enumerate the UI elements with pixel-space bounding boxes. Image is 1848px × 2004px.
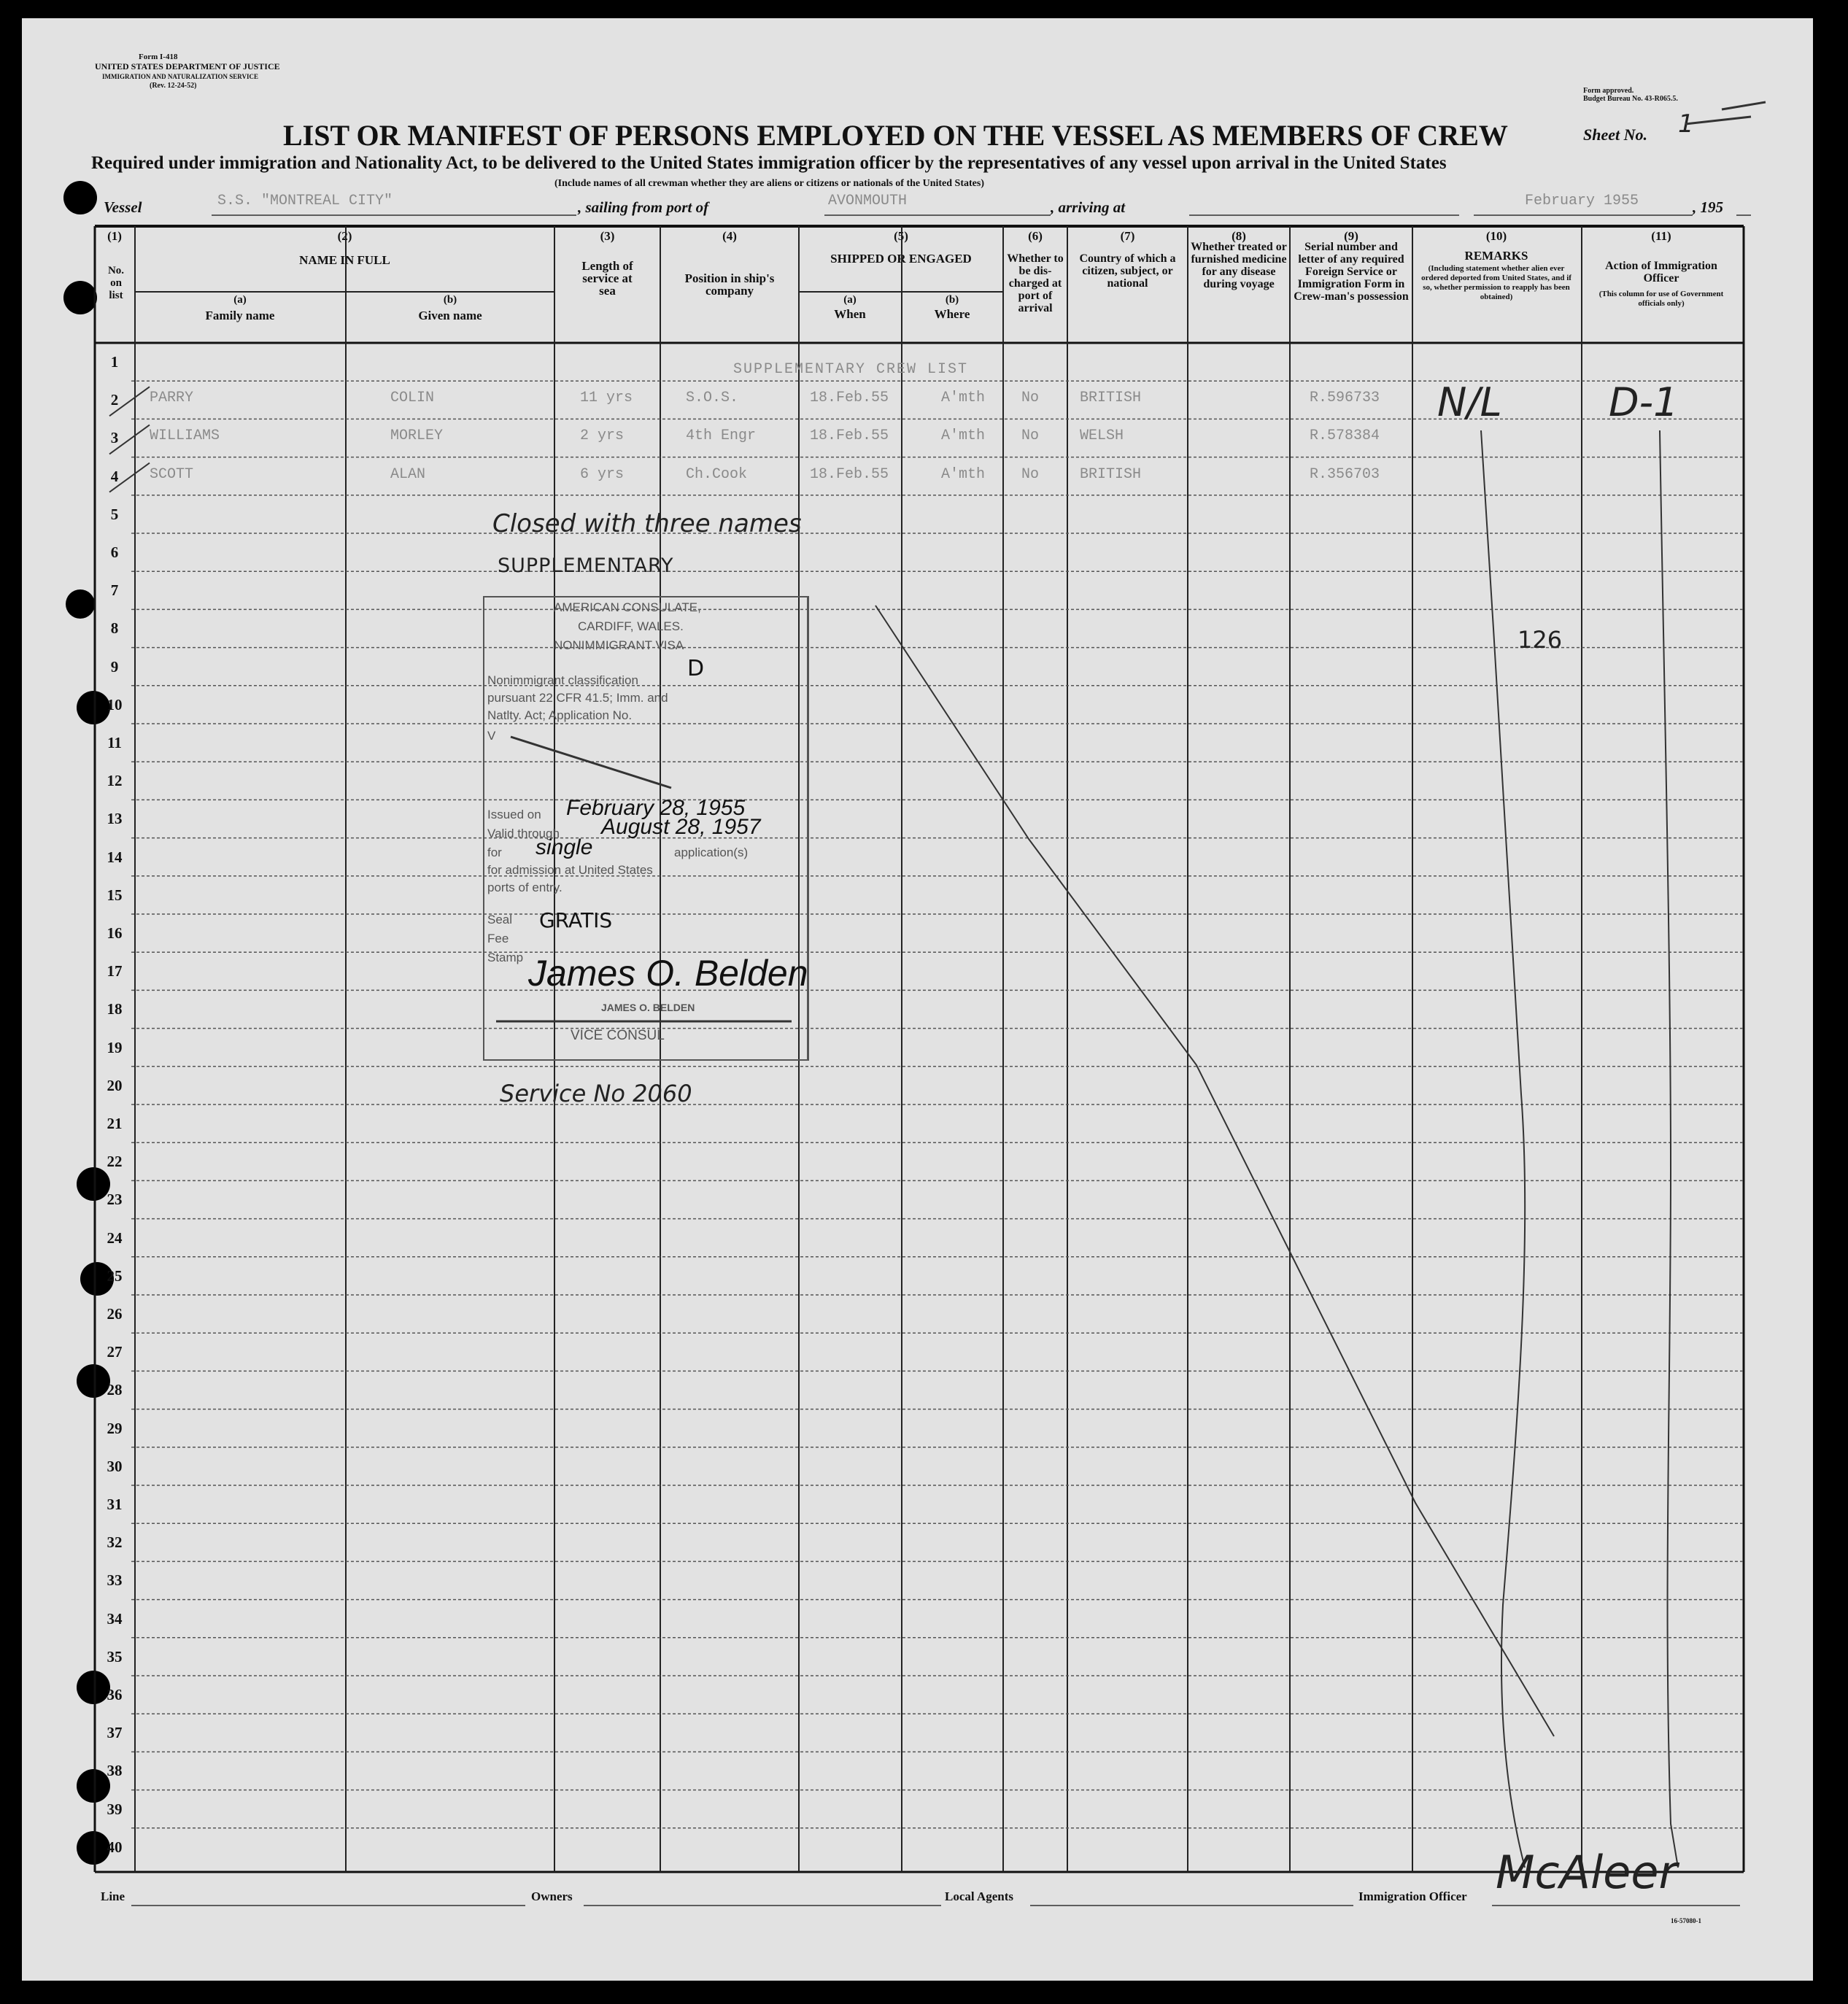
crew-where: A'mth <box>941 465 986 483</box>
row-number: 36 <box>107 1686 123 1703</box>
crew-serial: R.578384 <box>1310 428 1380 445</box>
crew-when: 18.Feb.55 <box>810 390 889 407</box>
service-note: Service No 2060 <box>500 1080 692 1107</box>
row-number: 5 <box>110 505 119 523</box>
stamp-officer-name: JAMES O. BELDEN <box>601 1002 695 1013</box>
action-row2: D-1 <box>1609 379 1679 425</box>
row-number: 20 <box>107 1076 123 1094</box>
row-number: 25 <box>107 1266 123 1285</box>
col1-header: No. on list <box>107 265 125 301</box>
col11-header: Action of Immigration Officer <box>1605 260 1717 285</box>
year-suffix: , 195 <box>1693 198 1723 216</box>
vice-consul-signature: James O. Belden <box>528 953 808 994</box>
crew-serial: R.356703 <box>1310 465 1380 483</box>
budget-bureau: Budget Bureau No. 43-R065.5. <box>1583 95 1678 103</box>
stamp-consulate: AMERICAN CONSULATE, <box>554 600 701 614</box>
form-revision: (Rev. 12-24-52) <box>150 82 197 90</box>
crew-family: PARRY <box>150 390 194 407</box>
col7-header: Country of which a citizen, subject, or national <box>1079 252 1176 290</box>
stamp-visa-type: NONIMMIGRANT VISA <box>554 638 684 652</box>
col8-number: (8) <box>1232 229 1246 243</box>
stamp-natlty: Natlty. Act; Application No. <box>487 708 633 722</box>
print-code: 16-57080-1 <box>1671 1917 1701 1924</box>
arrival-date: February 1955 <box>1525 193 1639 209</box>
vessel-name: S.S. "MONTREAL CITY" <box>217 193 393 209</box>
arriving-label: , arriving at <box>1051 198 1126 216</box>
row-number: 35 <box>107 1647 123 1666</box>
stamp-admission: for admission at United States <box>487 863 653 877</box>
crew-family: WILLIAMS <box>150 428 220 445</box>
row-number: 16 <box>107 924 123 942</box>
col5-header: SHIPPED OR ENGAGED <box>830 252 972 266</box>
row-number: 38 <box>107 1762 123 1780</box>
crew-service: 6 yrs <box>580 465 625 483</box>
form-number: Form I-418 <box>139 53 178 61</box>
crew-where: A'mth <box>941 390 986 407</box>
sailing-port: AVONMOUTH <box>828 193 908 209</box>
stamp-fee-value: GRATIS <box>539 908 613 932</box>
diagonal-cancel-line <box>875 606 1554 1736</box>
col5b-header: Where <box>934 307 970 321</box>
row-number: 31 <box>107 1496 123 1513</box>
row-number: 3 <box>110 429 119 447</box>
col2-number: (2) <box>337 229 352 243</box>
crew-given: MORLEY <box>390 428 444 445</box>
stamp-issued-date: February 28, 1955 <box>566 796 746 820</box>
stamp-officer-title: VICE CONSUL <box>571 1028 665 1043</box>
stamp-seal-label: Seal <box>487 913 513 926</box>
row-number: 28 <box>107 1381 123 1399</box>
supplementary-handwritten: SUPPLEMENTARY <box>498 554 674 577</box>
footer-line-label: Line <box>101 1889 125 1903</box>
col3-number: (3) <box>600 229 615 243</box>
crew-position: 4th Engr <box>686 428 757 445</box>
row-number: 33 <box>107 1571 123 1590</box>
col5-number: (5) <box>894 229 908 243</box>
crew-service: 2 yrs <box>580 428 625 445</box>
crew-where: A'mth <box>941 428 986 445</box>
stamp-applications: application(s) <box>674 846 749 859</box>
col5a-header: When <box>834 307 866 321</box>
remarks-row8: 126 <box>1518 626 1563 654</box>
row-number: 24 <box>107 1229 123 1247</box>
crew-family: SCOTT <box>150 465 194 483</box>
row-number: 4 <box>110 467 119 485</box>
immigration-officer-signature: McAleer <box>1496 1846 1677 1899</box>
row-number: 7 <box>110 581 119 600</box>
sheet-number: 1 <box>1678 109 1694 139</box>
row-number: 17 <box>107 962 123 980</box>
closed-note: Closed with three names <box>492 509 802 538</box>
row-number: 32 <box>107 1533 123 1552</box>
stamp-ports: ports of entry. <box>487 881 562 894</box>
crew-given: COLIN <box>390 390 435 407</box>
crew-when: 18.Feb.55 <box>810 428 889 445</box>
stamp-for-value: single <box>536 835 593 859</box>
col9-number: (9) <box>1344 229 1358 243</box>
row-number: 27 <box>107 1343 123 1361</box>
col2a-letter: (a) <box>233 294 247 306</box>
crew-position: S.O.S. <box>686 390 739 407</box>
row-number: 39 <box>107 1800 123 1818</box>
form-note: (Include names of all crewman whether they are aliens or citizens or nationals of the United States) <box>554 178 984 189</box>
stamp-valid-date: August 28, 1957 <box>601 815 761 839</box>
row-number: 18 <box>107 1000 123 1018</box>
stamp-pursuant: pursuant 22 CFR 41.5; Imm. and <box>487 691 668 705</box>
crew-position: Ch.Cook <box>686 465 748 483</box>
sheet-number-stroke <box>1685 102 1766 124</box>
crew-discharged: No <box>1021 428 1040 445</box>
crew-service: 11 yrs <box>580 390 633 407</box>
col6-number: (6) <box>1028 229 1043 243</box>
row-number: 8 <box>110 619 119 638</box>
sheet-label: Sheet No. <box>1583 125 1647 144</box>
row-number: 11 <box>107 734 122 751</box>
crew-country: WELSH <box>1080 428 1124 445</box>
stamp-v-label: V <box>487 729 496 743</box>
row-number: 14 <box>107 848 123 866</box>
col11-note: (This column for use of Government officials only) <box>1598 290 1724 308</box>
row-number: 21 <box>107 1115 123 1132</box>
vessel-label: Vessel <box>104 198 142 216</box>
action-ditto-line <box>1660 430 1678 1868</box>
stamp-issued-label: Issued on <box>487 808 541 821</box>
row-number: 9 <box>110 657 119 676</box>
row-number: 23 <box>107 1191 123 1209</box>
col3-header: Length of service at sea <box>581 259 633 298</box>
col5a-letter: (a) <box>843 294 857 306</box>
col5b-letter: (b) <box>945 294 959 306</box>
col2b-header: Given name <box>418 309 482 322</box>
col2a-header: Family name <box>205 309 275 322</box>
col4-number: (4) <box>722 229 737 243</box>
row-number: 22 <box>107 1153 123 1171</box>
col10-number: (10) <box>1485 229 1507 243</box>
row-number: 1 <box>110 353 119 371</box>
col6-header: Whether to be dis-charged at port of arrival <box>1007 252 1064 314</box>
row-number: 6 <box>110 543 119 561</box>
crew-country: BRITISH <box>1080 465 1142 483</box>
row-number: 19 <box>107 1038 123 1056</box>
stamp-stamp-label: Stamp <box>487 951 524 964</box>
col10-header: REMARKS <box>1464 249 1528 263</box>
sailing-label: , sailing from port of <box>578 198 709 216</box>
stamp-fee-label: Fee <box>487 932 509 945</box>
crew-country: BRITISH <box>1080 390 1142 407</box>
crew-serial: R.596733 <box>1310 390 1380 407</box>
row-number: 29 <box>107 1419 123 1437</box>
supplementary-crew-header: SUPPLEMENTARY CREW LIST <box>733 361 969 378</box>
stamp-location: CARDIFF, WALES. <box>578 619 684 633</box>
row-number: 40 <box>107 1838 123 1856</box>
row-number: 2 <box>110 391 119 409</box>
crew-given: ALAN <box>390 465 426 483</box>
row-number: 10 <box>107 695 123 713</box>
remarks-row2: N/L <box>1437 379 1502 425</box>
col8-header: Whether treated or furnished medicine for any disease during voyage <box>1191 241 1287 290</box>
stamp-classification-value: D <box>687 656 705 681</box>
col10-note: (Including statement whether alien ever ordered deported from United States, and if so, whether permission to reapply has been obtained) <box>1421 264 1571 301</box>
crew-discharged: No <box>1021 390 1040 407</box>
page-title: LIST OR MANIFEST OF PERSONS EMPLOYED ON THE VESSEL AS MEMBERS OF CREW <box>283 119 1508 152</box>
col2-header: NAME IN FULL <box>299 253 390 267</box>
form-approved: Form approved. <box>1583 87 1634 95</box>
crew-when: 18.Feb.55 <box>810 465 889 483</box>
footer-owners-label: Owners <box>531 1889 573 1903</box>
footer-officer-label: Immigration Officer <box>1358 1889 1467 1903</box>
row-number: 34 <box>107 1609 123 1628</box>
footer-agents-label: Local Agents <box>945 1889 1013 1903</box>
row-number: 30 <box>107 1457 123 1475</box>
crew-discharged: No <box>1021 465 1040 483</box>
row-number: 37 <box>107 1724 123 1742</box>
stamp-for-label: for <box>487 846 502 859</box>
consulate-visa-stamp <box>483 596 809 1061</box>
col11-number: (11) <box>1651 229 1671 243</box>
col4-header: Position in ship's company <box>684 271 775 298</box>
col1-number: (1) <box>107 229 122 243</box>
stamp-valid-label: Valid through <box>487 827 560 840</box>
row-number: 13 <box>107 810 123 828</box>
department-name: UNITED STATES DEPARTMENT OF JUSTICE <box>95 61 280 71</box>
row-number: 15 <box>107 886 123 904</box>
col7-number: (7) <box>1120 229 1135 243</box>
form-subtitle: Required under immigration and Nationality Act, to be delivered to the United States immigration officer by the representatives of any vessel upon arrival in the United States <box>91 153 1447 173</box>
row-number: 12 <box>107 772 123 790</box>
col9-header: Serial number and letter of any required Foreign Service or Immigration Form in Crew-man's possession <box>1294 241 1409 303</box>
row-number: 26 <box>107 1305 123 1323</box>
col2b-letter: (b) <box>443 294 457 306</box>
stamp-classification-label: Nonimmigrant classification <box>487 673 638 687</box>
service-name: IMMIGRATION AND NATURALIZATION SERVICE <box>102 73 258 80</box>
